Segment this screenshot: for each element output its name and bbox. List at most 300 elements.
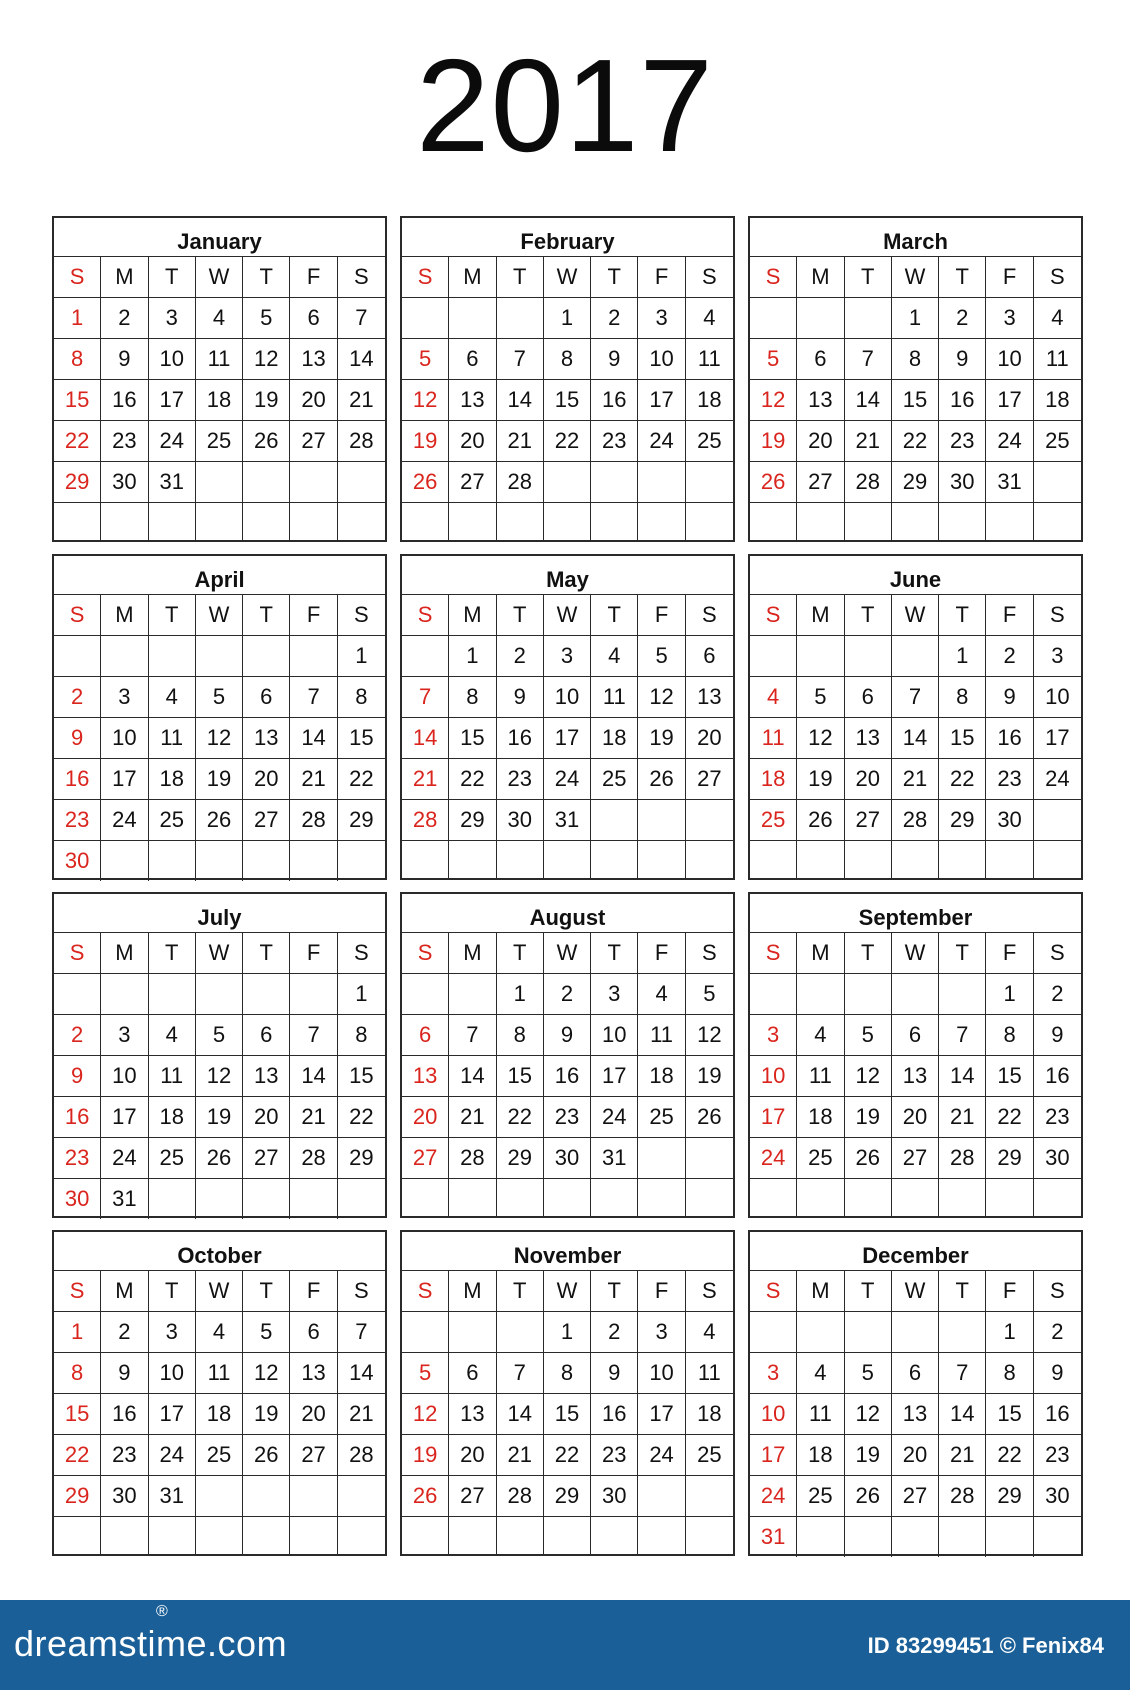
day-cell: 7 — [449, 1014, 496, 1055]
day-cell: 10 — [638, 338, 685, 379]
day-cell: 9 — [54, 717, 101, 758]
day-cell: 20 — [892, 1434, 939, 1475]
weekday-header: M — [101, 1270, 148, 1311]
day-cell: 29 — [338, 1137, 385, 1178]
weekday-header: W — [892, 932, 939, 973]
day-grid — [402, 1270, 733, 1556]
day-cell: 23 — [1034, 1434, 1081, 1475]
day-cell: 21 — [290, 1096, 337, 1137]
day-cell: 11 — [638, 1014, 685, 1055]
day-cell: 22 — [939, 758, 986, 799]
day-cell: 23 — [1034, 1096, 1081, 1137]
day-cell: 16 — [497, 717, 544, 758]
day-cell: 5 — [402, 338, 449, 379]
day-cell: 25 — [750, 799, 797, 840]
day-cell: 29 — [54, 461, 101, 502]
day-cell — [591, 502, 638, 542]
day-cell: 1 — [54, 297, 101, 338]
day-cell: 27 — [892, 1475, 939, 1516]
day-cell: 23 — [591, 1434, 638, 1475]
weekday-header: M — [101, 594, 148, 635]
day-cell: 29 — [544, 1475, 591, 1516]
day-cell: 1 — [544, 1311, 591, 1352]
day-cell — [497, 1516, 544, 1556]
day-cell: 21 — [402, 758, 449, 799]
day-cell: 6 — [449, 338, 496, 379]
month-name: April — [194, 567, 245, 592]
day-cell — [939, 973, 986, 1014]
day-cell: 2 — [544, 973, 591, 1014]
day-cell: 19 — [797, 758, 844, 799]
day-cell: 15 — [986, 1393, 1033, 1434]
day-cell: 9 — [591, 338, 638, 379]
weekday-header: T — [149, 1270, 196, 1311]
day-cell — [845, 297, 892, 338]
day-cell: 7 — [845, 338, 892, 379]
day-cell: 28 — [939, 1475, 986, 1516]
day-cell: 1 — [892, 297, 939, 338]
day-cell: 26 — [750, 461, 797, 502]
day-cell: 6 — [290, 1311, 337, 1352]
watermark-footer — [0, 1600, 1130, 1690]
weekday-header: W — [544, 932, 591, 973]
day-cell — [986, 1516, 1033, 1557]
day-cell: 13 — [797, 379, 844, 420]
day-cell: 12 — [196, 1055, 243, 1096]
day-cell — [845, 1311, 892, 1352]
weekday-header: F — [986, 594, 1033, 635]
day-cell — [1034, 799, 1081, 840]
day-cell — [338, 1178, 385, 1219]
day-cell: 2 — [939, 297, 986, 338]
day-cell: 22 — [986, 1434, 1033, 1475]
day-cell: 30 — [101, 1475, 148, 1516]
day-cell: 13 — [402, 1055, 449, 1096]
day-cell: 27 — [797, 461, 844, 502]
day-cell: 10 — [101, 1055, 148, 1096]
day-cell — [939, 1516, 986, 1557]
day-cell: 25 — [686, 1434, 733, 1475]
weekday-header: M — [797, 256, 844, 297]
day-cell: 8 — [54, 338, 101, 379]
day-cell: 26 — [402, 461, 449, 502]
day-cell: 10 — [638, 1352, 685, 1393]
day-cell: 2 — [591, 297, 638, 338]
day-cell: 26 — [797, 799, 844, 840]
day-cell: 28 — [497, 461, 544, 502]
day-cell: 9 — [497, 676, 544, 717]
day-cell — [544, 502, 591, 542]
weekday-header: F — [986, 932, 1033, 973]
day-grid — [54, 932, 385, 1218]
weekday-header: F — [290, 256, 337, 297]
day-cell: 13 — [892, 1055, 939, 1096]
day-cell — [449, 297, 496, 338]
day-cell: 31 — [101, 1178, 148, 1219]
weekday-header: T — [939, 256, 986, 297]
day-cell: 14 — [845, 379, 892, 420]
weekday-header: S — [686, 594, 733, 635]
day-cell: 19 — [196, 758, 243, 799]
day-cell — [497, 1178, 544, 1218]
day-cell: 20 — [797, 420, 844, 461]
day-cell — [638, 840, 685, 880]
day-cell: 19 — [402, 1434, 449, 1475]
day-cell: 17 — [149, 1393, 196, 1434]
day-cell: 23 — [101, 420, 148, 461]
day-cell — [196, 1178, 243, 1219]
day-cell: 12 — [845, 1393, 892, 1434]
day-cell: 23 — [986, 758, 1033, 799]
day-cell: 22 — [338, 758, 385, 799]
day-cell: 10 — [986, 338, 1033, 379]
day-cell: 13 — [449, 379, 496, 420]
day-cell: 17 — [101, 758, 148, 799]
day-cell: 8 — [338, 676, 385, 717]
day-cell: 23 — [497, 758, 544, 799]
day-cell: 1 — [449, 635, 496, 676]
weekday-header: W — [544, 256, 591, 297]
day-cell: 18 — [149, 1096, 196, 1137]
day-cell — [54, 1516, 101, 1556]
day-cell: 18 — [686, 1393, 733, 1434]
weekday-header: T — [243, 594, 290, 635]
day-cell: 22 — [449, 758, 496, 799]
day-cell: 22 — [892, 420, 939, 461]
day-cell: 3 — [101, 676, 148, 717]
day-cell: 13 — [449, 1393, 496, 1434]
day-cell: 17 — [101, 1096, 148, 1137]
day-cell: 28 — [449, 1137, 496, 1178]
day-cell: 19 — [750, 420, 797, 461]
day-cell: 30 — [591, 1475, 638, 1516]
day-cell — [101, 635, 148, 676]
day-cell: 29 — [939, 799, 986, 840]
day-cell: 3 — [638, 1311, 685, 1352]
day-cell: 25 — [797, 1137, 844, 1178]
day-cell: 28 — [338, 420, 385, 461]
day-cell: 4 — [196, 1311, 243, 1352]
day-cell: 21 — [939, 1434, 986, 1475]
day-cell: 30 — [544, 1137, 591, 1178]
day-cell — [196, 1516, 243, 1556]
day-cell: 20 — [290, 1393, 337, 1434]
weekday-header: F — [986, 1270, 1033, 1311]
day-cell: 18 — [591, 717, 638, 758]
month-name: May — [546, 567, 589, 592]
day-cell: 3 — [544, 635, 591, 676]
day-cell: 19 — [845, 1434, 892, 1475]
day-cell — [544, 461, 591, 502]
day-cell: 16 — [101, 379, 148, 420]
day-cell: 18 — [196, 379, 243, 420]
day-cell — [402, 502, 449, 542]
day-cell: 26 — [402, 1475, 449, 1516]
day-cell — [243, 502, 290, 542]
day-cell: 14 — [497, 1393, 544, 1434]
weekday-header: W — [196, 932, 243, 973]
day-cell: 23 — [54, 799, 101, 840]
day-cell: 26 — [845, 1137, 892, 1178]
day-cell: 2 — [497, 635, 544, 676]
day-cell — [591, 840, 638, 880]
day-cell: 2 — [986, 635, 1033, 676]
weekday-header: S — [686, 932, 733, 973]
day-cell: 7 — [497, 338, 544, 379]
weekday-header: S — [1034, 1270, 1081, 1311]
day-cell: 28 — [892, 799, 939, 840]
day-grid — [750, 932, 1081, 1218]
day-cell: 16 — [591, 1393, 638, 1434]
day-cell — [797, 1178, 844, 1218]
day-cell — [797, 635, 844, 676]
day-cell: 6 — [449, 1352, 496, 1393]
day-cell — [986, 1178, 1033, 1218]
day-cell — [449, 1516, 496, 1556]
day-cell — [449, 502, 496, 542]
day-cell: 4 — [686, 297, 733, 338]
day-cell — [750, 502, 797, 542]
day-cell: 24 — [986, 420, 1033, 461]
day-cell: 30 — [939, 461, 986, 502]
day-cell: 2 — [101, 1311, 148, 1352]
day-cell: 29 — [986, 1475, 1033, 1516]
weekday-header: M — [101, 256, 148, 297]
day-cell: 12 — [686, 1014, 733, 1055]
day-cell: 11 — [149, 717, 196, 758]
day-cell — [892, 1516, 939, 1557]
day-cell — [290, 973, 337, 1014]
day-cell: 30 — [54, 1178, 101, 1219]
day-cell — [290, 461, 337, 502]
day-cell — [750, 840, 797, 880]
day-cell — [797, 1311, 844, 1352]
weekday-header: S — [402, 594, 449, 635]
weekday-header: S — [750, 256, 797, 297]
day-cell: 10 — [1034, 676, 1081, 717]
day-cell: 30 — [1034, 1475, 1081, 1516]
day-cell — [497, 297, 544, 338]
day-cell: 21 — [449, 1096, 496, 1137]
weekday-header: T — [845, 1270, 892, 1311]
day-cell — [449, 973, 496, 1014]
day-cell: 4 — [149, 1014, 196, 1055]
day-cell: 24 — [1034, 758, 1081, 799]
day-cell: 29 — [497, 1137, 544, 1178]
day-cell: 13 — [845, 717, 892, 758]
month-name: July — [197, 905, 242, 930]
day-cell: 13 — [686, 676, 733, 717]
day-cell — [845, 502, 892, 542]
day-cell: 5 — [243, 297, 290, 338]
day-cell: 9 — [986, 676, 1033, 717]
day-cell — [686, 1475, 733, 1516]
day-cell — [1034, 1178, 1081, 1218]
day-cell: 10 — [750, 1393, 797, 1434]
day-cell — [892, 973, 939, 1014]
weekday-header: S — [1034, 932, 1081, 973]
day-cell: 11 — [686, 338, 733, 379]
day-cell: 9 — [939, 338, 986, 379]
day-cell: 24 — [750, 1475, 797, 1516]
day-cell: 9 — [101, 338, 148, 379]
day-cell: 27 — [892, 1137, 939, 1178]
day-cell — [243, 840, 290, 881]
day-cell: 14 — [449, 1055, 496, 1096]
day-cell: 3 — [638, 297, 685, 338]
day-cell: 1 — [338, 973, 385, 1014]
day-cell: 15 — [54, 1393, 101, 1434]
day-cell: 31 — [750, 1516, 797, 1557]
day-cell: 2 — [1034, 973, 1081, 1014]
day-cell — [149, 973, 196, 1014]
month-name: February — [520, 229, 615, 254]
day-grid — [750, 1270, 1081, 1556]
day-cell: 10 — [750, 1055, 797, 1096]
day-cell: 14 — [290, 717, 337, 758]
day-cell: 21 — [892, 758, 939, 799]
day-cell: 7 — [290, 676, 337, 717]
weekday-header: T — [591, 932, 638, 973]
day-cell: 4 — [149, 676, 196, 717]
weekday-header: T — [243, 1270, 290, 1311]
day-cell: 7 — [338, 297, 385, 338]
day-cell: 3 — [986, 297, 1033, 338]
day-cell: 24 — [544, 758, 591, 799]
day-cell: 18 — [797, 1096, 844, 1137]
month-name: October — [177, 1243, 262, 1268]
day-cell: 17 — [986, 379, 1033, 420]
day-cell: 6 — [797, 338, 844, 379]
day-cell: 5 — [402, 1352, 449, 1393]
weekday-header: S — [338, 256, 385, 297]
weekday-header: M — [449, 256, 496, 297]
day-cell: 31 — [986, 461, 1033, 502]
day-cell: 6 — [892, 1352, 939, 1393]
day-cell: 5 — [686, 973, 733, 1014]
day-cell: 19 — [243, 1393, 290, 1434]
day-cell: 15 — [54, 379, 101, 420]
day-cell: 1 — [986, 1311, 1033, 1352]
weekday-header: T — [149, 932, 196, 973]
day-cell: 6 — [290, 297, 337, 338]
day-cell: 16 — [54, 1096, 101, 1137]
day-cell: 15 — [449, 717, 496, 758]
day-cell — [101, 973, 148, 1014]
day-cell — [986, 840, 1033, 880]
day-cell: 22 — [54, 1434, 101, 1475]
weekday-header: S — [54, 256, 101, 297]
day-cell: 29 — [986, 1137, 1033, 1178]
day-cell: 9 — [591, 1352, 638, 1393]
day-grid — [750, 594, 1081, 880]
day-cell — [449, 1311, 496, 1352]
day-cell: 25 — [1034, 420, 1081, 461]
day-cell — [892, 840, 939, 880]
day-cell — [243, 1475, 290, 1516]
day-cell: 16 — [1034, 1393, 1081, 1434]
day-cell: 23 — [544, 1096, 591, 1137]
day-cell: 7 — [497, 1352, 544, 1393]
day-cell — [591, 1178, 638, 1218]
day-cell — [638, 799, 685, 840]
day-cell: 7 — [939, 1014, 986, 1055]
day-cell: 20 — [686, 717, 733, 758]
day-cell — [402, 1311, 449, 1352]
day-cell — [591, 799, 638, 840]
day-cell: 19 — [686, 1055, 733, 1096]
month-name: June — [889, 567, 942, 592]
day-cell: 28 — [290, 799, 337, 840]
day-cell: 20 — [449, 420, 496, 461]
day-cell — [797, 502, 844, 542]
day-cell: 20 — [290, 379, 337, 420]
weekday-header: W — [892, 1270, 939, 1311]
day-cell — [750, 297, 797, 338]
weekday-header: T — [845, 256, 892, 297]
day-cell: 27 — [449, 461, 496, 502]
day-cell — [402, 973, 449, 1014]
weekday-header: S — [54, 932, 101, 973]
day-cell: 23 — [54, 1137, 101, 1178]
day-cell: 5 — [638, 635, 685, 676]
day-cell — [497, 840, 544, 880]
day-cell: 7 — [892, 676, 939, 717]
day-cell: 7 — [402, 676, 449, 717]
day-cell: 20 — [243, 758, 290, 799]
day-cell: 22 — [497, 1096, 544, 1137]
day-cell: 27 — [686, 758, 733, 799]
day-cell: 27 — [243, 1137, 290, 1178]
day-cell: 5 — [845, 1352, 892, 1393]
weekday-header: T — [497, 1270, 544, 1311]
day-cell: 18 — [1034, 379, 1081, 420]
day-cell: 10 — [149, 338, 196, 379]
day-cell: 21 — [497, 420, 544, 461]
day-cell: 5 — [797, 676, 844, 717]
day-cell — [290, 1475, 337, 1516]
day-cell: 8 — [54, 1352, 101, 1393]
day-cell: 13 — [243, 717, 290, 758]
weekday-header: T — [591, 1270, 638, 1311]
day-cell — [402, 635, 449, 676]
day-cell: 1 — [544, 297, 591, 338]
day-cell: 8 — [544, 1352, 591, 1393]
day-cell: 11 — [1034, 338, 1081, 379]
weekday-header: S — [54, 594, 101, 635]
day-cell — [497, 502, 544, 542]
weekday-header: T — [497, 932, 544, 973]
day-cell — [544, 1178, 591, 1218]
weekday-header: S — [1034, 256, 1081, 297]
day-cell: 26 — [243, 1434, 290, 1475]
day-cell: 7 — [290, 1014, 337, 1055]
day-cell: 20 — [402, 1096, 449, 1137]
day-cell — [243, 1178, 290, 1219]
day-cell — [196, 502, 243, 542]
day-cell: 25 — [686, 420, 733, 461]
day-cell: 24 — [638, 420, 685, 461]
day-cell: 3 — [750, 1352, 797, 1393]
day-cell: 29 — [338, 799, 385, 840]
day-cell: 26 — [243, 420, 290, 461]
weekday-header: W — [544, 594, 591, 635]
day-cell: 24 — [638, 1434, 685, 1475]
day-cell: 4 — [797, 1352, 844, 1393]
day-cell — [402, 840, 449, 880]
day-cell — [845, 1516, 892, 1557]
day-cell — [1034, 502, 1081, 542]
